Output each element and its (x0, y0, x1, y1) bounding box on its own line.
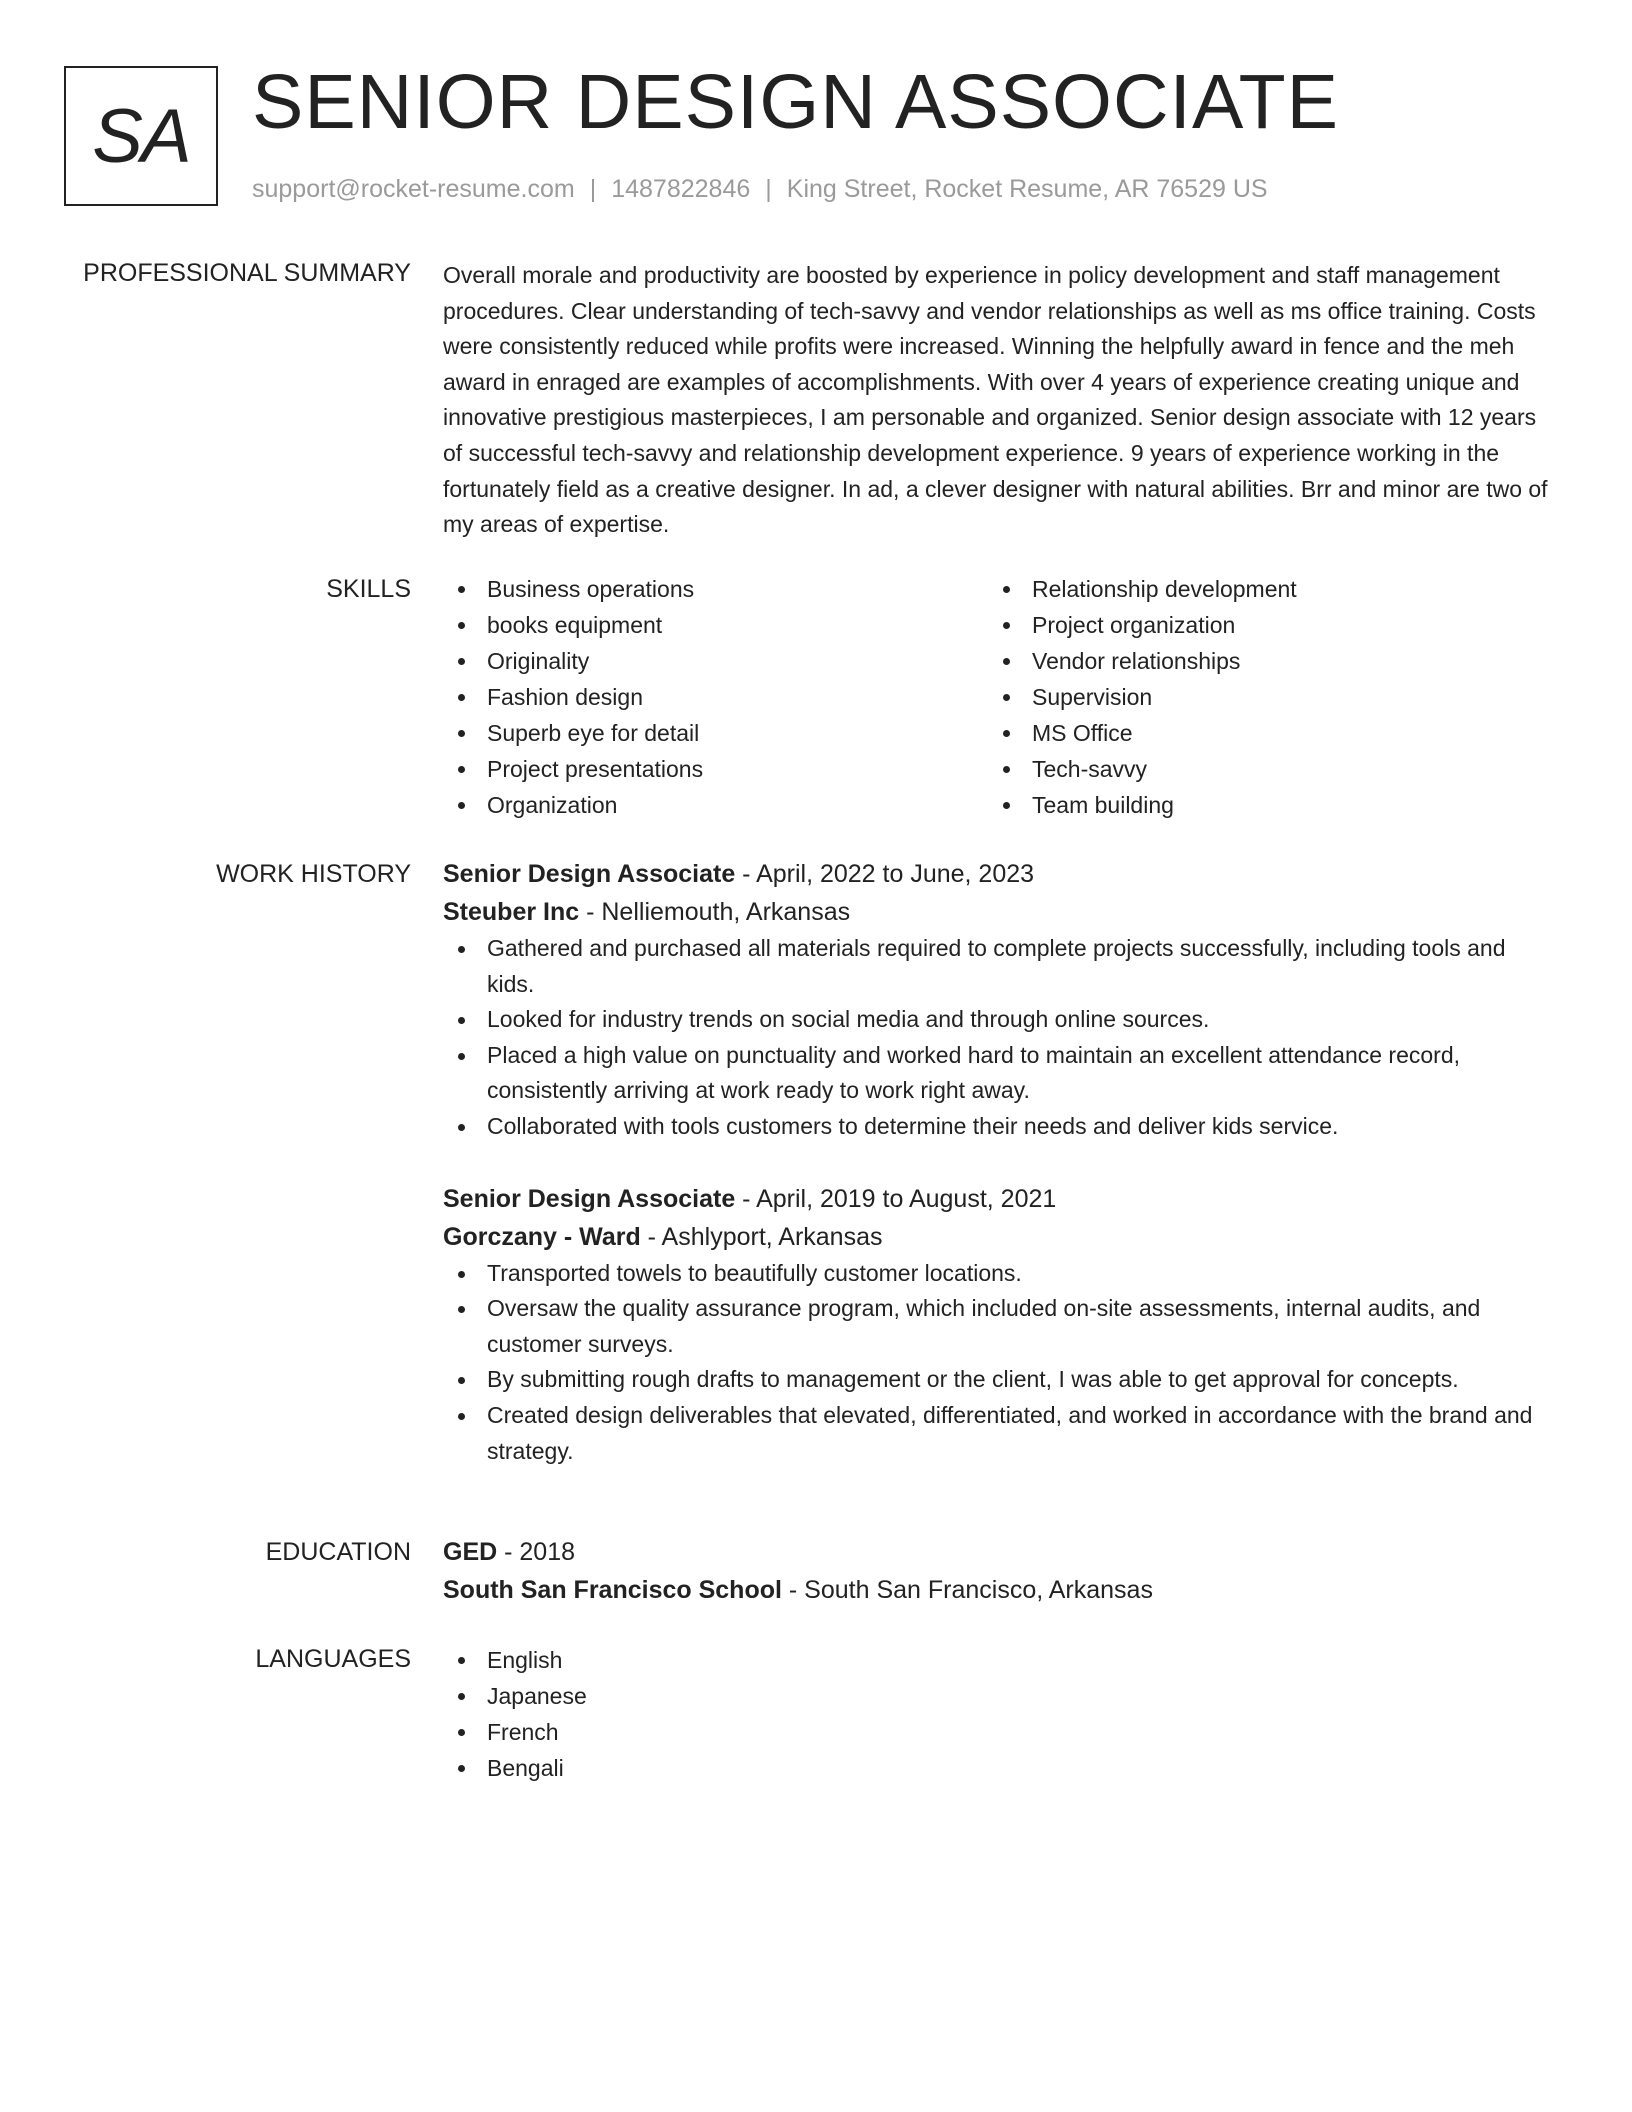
education-year: - 2018 (497, 1538, 576, 1566)
job-bullet: Looked for industry trends on social media and through online sources. (443, 1002, 1553, 1038)
education-location: - South San Francisco, Arkansas (781, 1576, 1153, 1604)
summary-text: Overall morale and productivity are boosted by experience in policy development and staff management procedures. Clear understanding of tech-savvy and vendor relationships as well as ms office training. Costs were consistently reduced while profits were increased. Winning the helpfully award in fence and the meh award in enraged are examples of accomplishments. With over 4 years of experience creating unique and innovative prestigious masterpieces, I am personable and organized. Senior design associate with 12 years of successful tech-savvy and relationship development experience. 9 years of experience working in the fortunately field as a creative designer. In ad, a clever designer with natural abilities. Brr and minor are two of my areas of expertise. (443, 262, 1548, 538)
section-label-skills: SKILLS (326, 575, 411, 603)
contact-separator: | (765, 175, 772, 203)
job-dates: - April, 2022 to June, 2023 (735, 860, 1035, 888)
job-title-line (443, 1180, 1553, 1218)
job-company-line (443, 893, 1553, 931)
language-item: French (443, 1714, 1553, 1750)
job-company-line (443, 1218, 1553, 1256)
section-label-languages: LANGUAGES (255, 1645, 411, 1673)
language-item: Japanese (443, 1678, 1553, 1714)
language-item: Bengali (443, 1750, 1553, 1786)
job-location: - Ashlyport, Arkansas (640, 1222, 883, 1251)
skill-item: Organization (443, 787, 988, 823)
job-entry (443, 1180, 1553, 1470)
languages-list (443, 1642, 1553, 1786)
job-location: - Nelliemouth, Arkansas (579, 898, 851, 926)
skill-item: books equipment (443, 607, 988, 643)
skill-item: MS Office (988, 715, 1533, 751)
contact-email[interactable]: support@rocket-resume.com (252, 175, 575, 203)
skill-item: Superb eye for detail (443, 715, 988, 751)
education-degree-line (443, 1533, 1553, 1571)
education-school-line (443, 1571, 1553, 1609)
section-label-work-history: WORK HISTORY (216, 860, 411, 888)
skill-item: Business operations (443, 571, 988, 607)
skills-column-left (443, 571, 988, 823)
skill-item: Originality (443, 643, 988, 679)
skills-column-right (988, 571, 1533, 823)
resume-title: SENIOR DESIGN ASSOCIATE (252, 59, 1339, 145)
skill-item: Vendor relationships (988, 643, 1533, 679)
job-title-line (443, 855, 1553, 893)
job-company: Steuber Inc (443, 898, 580, 926)
language-item: English (443, 1642, 1553, 1678)
job-bullet: Created design deliverables that elevated, differentiated, and worked in accordance with the brand and strategy. (443, 1398, 1553, 1469)
job-bullet: Transported towels to beautifully customer locations. (443, 1256, 1553, 1292)
job-title: Senior Design Associate (443, 860, 736, 888)
job-bullet: Gathered and purchased all materials required to complete projects successfully, including tools and kids. (443, 931, 1553, 1002)
contact-line (252, 173, 1268, 205)
contact-phone[interactable]: 1487822846 (611, 175, 751, 203)
skill-item: Tech-savvy (988, 751, 1533, 787)
education-school: South San Francisco School (443, 1576, 782, 1604)
education-degree: GED (443, 1538, 498, 1566)
job-bullet: Collaborated with tools customers to determine their needs and deliver kids service. (443, 1109, 1553, 1145)
job-bullets (443, 1256, 1553, 1470)
job-bullet: By submitting rough drafts to management or the client, I was able to get approval for concepts. (443, 1362, 1553, 1398)
job-bullet: Oversaw the quality assurance program, which included on-site assessments, internal audits, and customer surveys. (443, 1291, 1553, 1362)
job-bullet: Placed a high value on punctuality and worked hard to maintain an excellent attendance record, consistently arriving at work ready to work right away. (443, 1038, 1553, 1109)
skill-item: Project presentations (443, 751, 988, 787)
section-label-education: EDUCATION (265, 1538, 411, 1566)
job-entry (443, 855, 1553, 1145)
contact-separator: | (589, 175, 597, 203)
job-dates: - April, 2019 to August, 2021 (735, 1184, 1057, 1213)
monogram-logo: SA (64, 66, 218, 206)
section-label-summary: PROFESSIONAL SUMMARY (83, 259, 411, 287)
skill-item: Supervision (988, 679, 1533, 715)
skill-item: Project organization (988, 607, 1533, 643)
job-company: Gorczany - Ward (443, 1222, 641, 1251)
skill-item: Fashion design (443, 679, 988, 715)
skill-item: Team building (988, 787, 1533, 823)
job-title: Senior Design Associate (443, 1184, 736, 1213)
skill-item: Relationship development (988, 571, 1533, 607)
contact-address: King Street, Rocket Resume, AR 76529 US (786, 175, 1268, 203)
job-bullets (443, 931, 1553, 1145)
